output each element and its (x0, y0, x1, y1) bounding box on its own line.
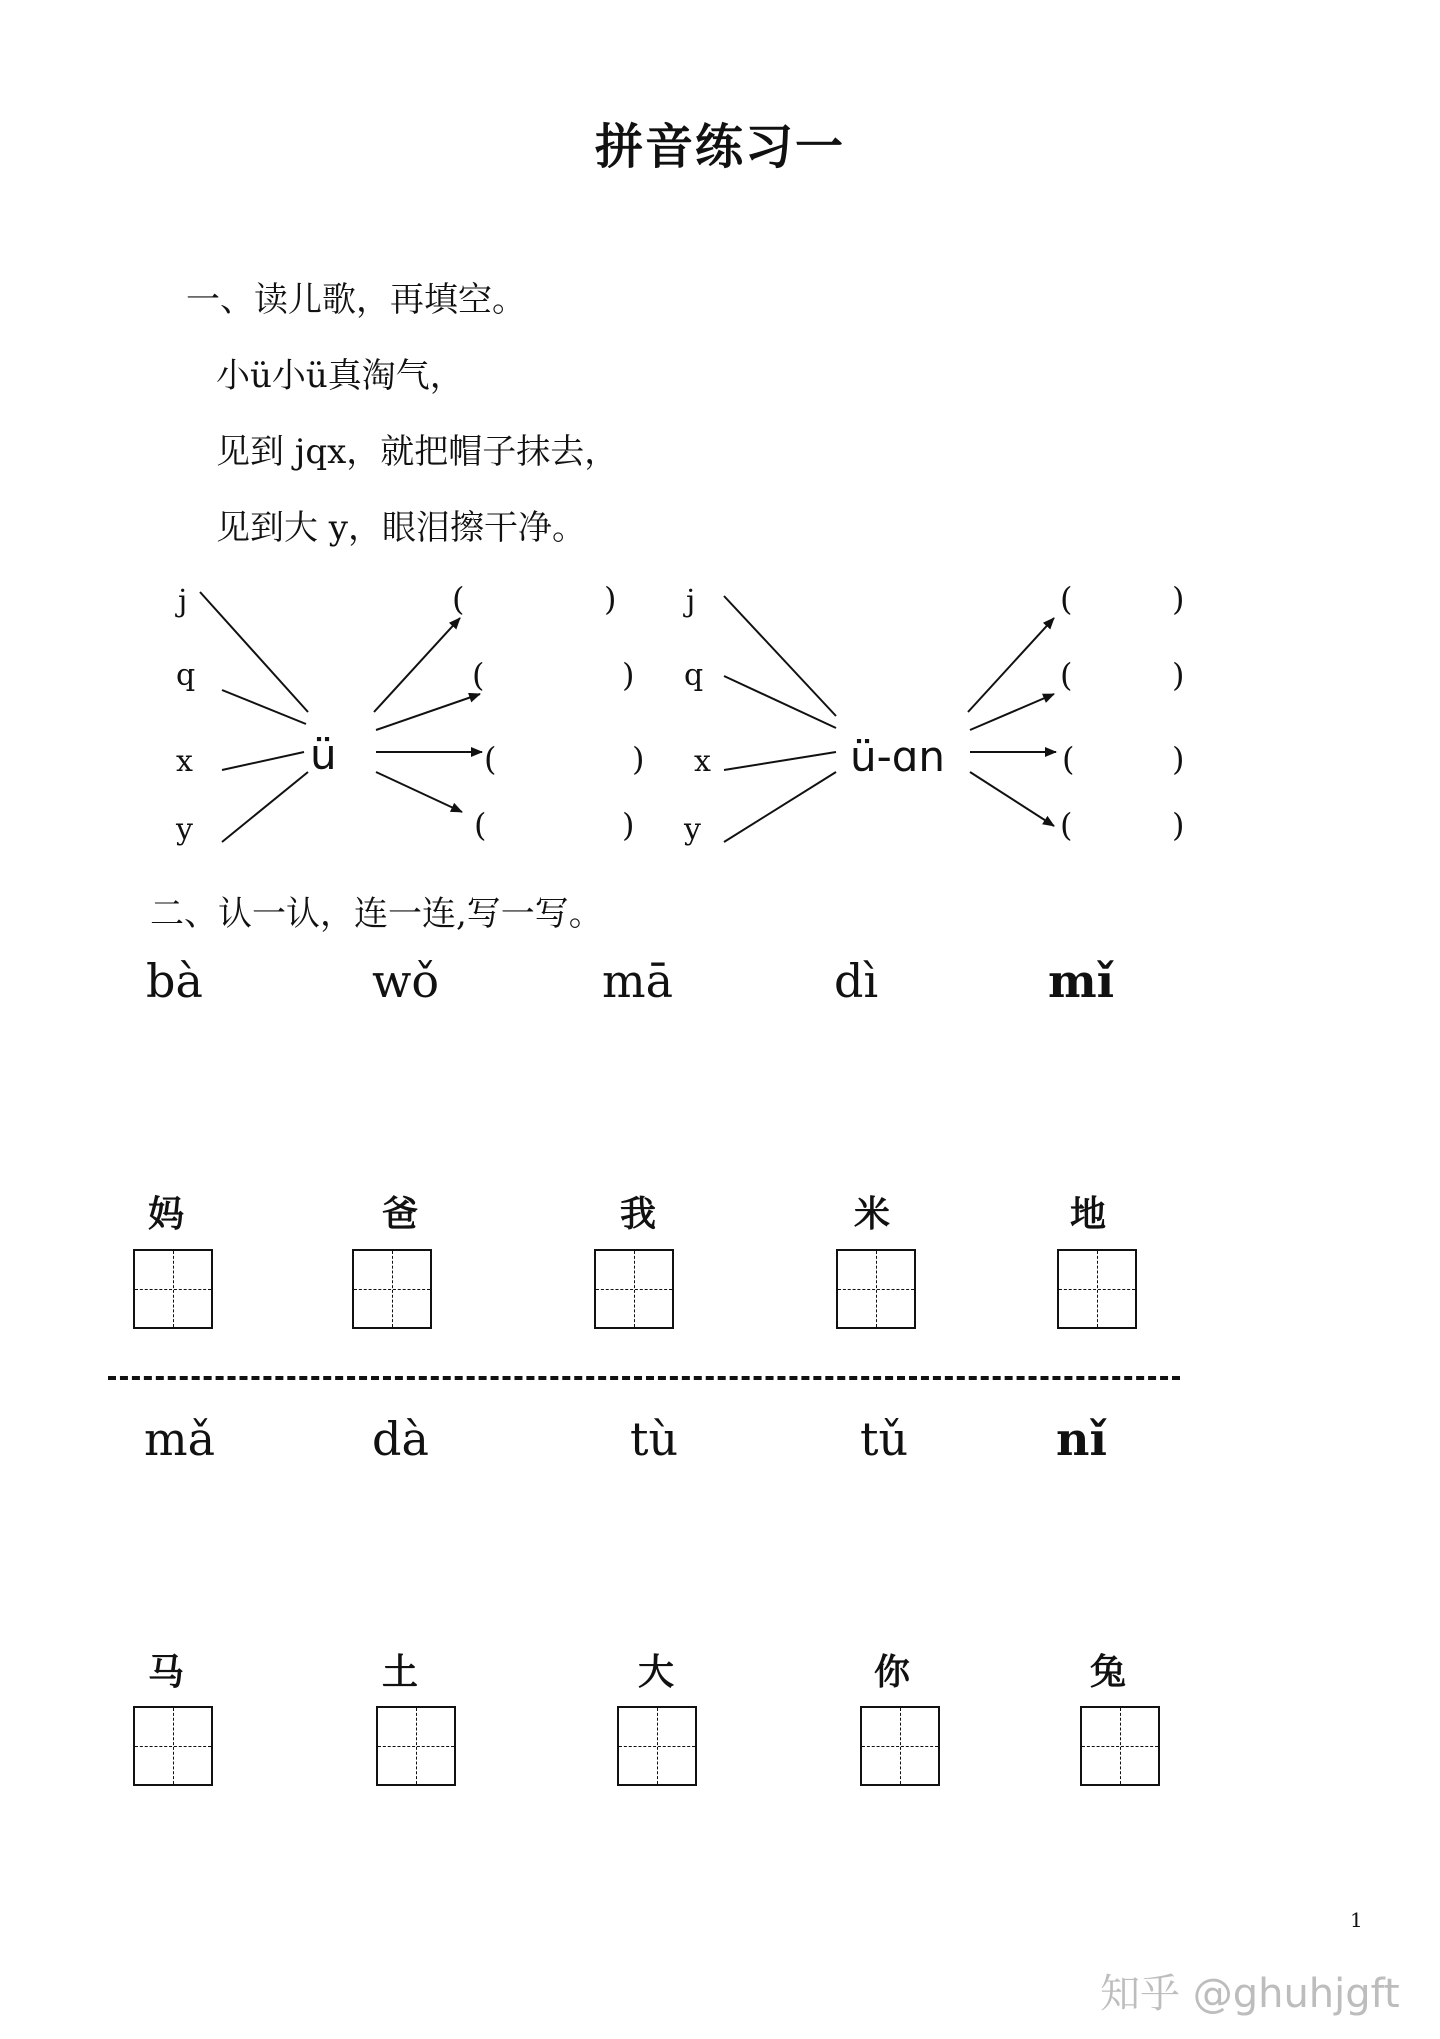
char-ma-horse: 马 (147, 1652, 184, 1693)
center-uan: ü-ɑn (850, 732, 946, 781)
initial-q: q (176, 658, 196, 693)
paren-open: ( (1060, 580, 1073, 618)
writing-box[interactable] (376, 1706, 456, 1786)
center-u: ü (310, 730, 337, 779)
dashed-divider (108, 1376, 1180, 1380)
char-di: 地 (1069, 1194, 1106, 1235)
paren-close: ) (1172, 806, 1185, 844)
initial-y: y (684, 812, 701, 847)
arrow-6 (970, 694, 1054, 730)
char-tu-earth: 土 (381, 1652, 418, 1693)
initial-q: q (684, 658, 704, 693)
line-y-uan (724, 772, 836, 842)
initial-j: j (686, 584, 696, 619)
poem-line-2: 见到 jqx，就把帽子抹去， (216, 432, 619, 472)
paren-close: ) (632, 740, 645, 778)
arrow-5 (968, 618, 1054, 712)
writing-box[interactable] (133, 1706, 213, 1786)
writing-box[interactable] (836, 1249, 916, 1329)
line-j-u (200, 592, 308, 712)
paren-open: ( (1060, 806, 1073, 844)
writing-box[interactable] (1080, 1706, 1160, 1786)
char-da: 大 (637, 1652, 674, 1693)
pinyin-ma3: mǎ (144, 1412, 216, 1466)
writing-box[interactable] (860, 1706, 940, 1786)
arrow-8 (970, 772, 1054, 826)
section-2-heading: 二、认一认，连一连,写一写。 (150, 894, 603, 934)
paren-open: ( (472, 656, 485, 694)
line-x-u (222, 752, 304, 770)
pinyin-wo: wǒ (372, 954, 440, 1008)
pinyin-ni: nǐ (1056, 1412, 1107, 1466)
page-title: 拼音练习一 (594, 119, 845, 175)
paren-open: ( (1060, 656, 1073, 694)
pinyin-di: dì (834, 954, 879, 1008)
poem-line-1: 小ü小ü真淘气， (216, 356, 464, 396)
char-ba: 爸 (381, 1194, 418, 1235)
paren-close: ) (622, 656, 635, 694)
paren-open: ( (452, 580, 465, 618)
paren-open: ( (1062, 740, 1075, 778)
paren-open: ( (474, 806, 487, 844)
paren-close: ) (1172, 740, 1185, 778)
char-tu-rabbit: 兔 (1089, 1652, 1126, 1693)
pinyin-da: dà (372, 1412, 429, 1466)
paren-close: ) (1172, 580, 1185, 618)
watermark: 知乎 @ghuhjgft (1100, 1971, 1400, 2017)
line-x-uan (724, 752, 836, 770)
paren-close: ) (1172, 656, 1185, 694)
initial-x: x (176, 744, 193, 779)
page-number: 1 (1350, 1908, 1363, 1932)
writing-box[interactable] (133, 1249, 213, 1329)
char-ni: 你 (873, 1652, 910, 1693)
line-j-uan (724, 596, 836, 716)
paren-close: ) (604, 580, 617, 618)
arrow-1 (374, 618, 460, 712)
arrow-4 (376, 772, 462, 812)
initial-y: y (176, 812, 193, 847)
pinyin-ma1: mā (602, 954, 674, 1008)
pinyin-tu3: tǔ (860, 1412, 909, 1466)
line-q-uan (724, 676, 836, 728)
pinyin-tu4: tù (630, 1412, 679, 1466)
poem-line-3: 见到大 y，眼泪擦干净。 (216, 508, 587, 548)
paren-close: ) (622, 806, 635, 844)
initial-j: j (178, 584, 188, 619)
connector-lines (0, 0, 1440, 900)
char-ma-mother: 妈 (147, 1194, 184, 1235)
section-1-heading: 一、读儿歌，再填空。 (186, 280, 526, 320)
paren-open: ( (484, 740, 497, 778)
pinyin-mi: mǐ (1048, 954, 1115, 1008)
writing-box[interactable] (352, 1249, 432, 1329)
initial-x: x (694, 744, 711, 779)
char-wo: 我 (619, 1194, 656, 1235)
writing-box[interactable] (1057, 1249, 1137, 1329)
char-mi: 米 (853, 1194, 890, 1235)
pinyin-ba: bà (146, 954, 203, 1008)
writing-box[interactable] (617, 1706, 697, 1786)
arrow-2 (376, 694, 480, 730)
line-y-u (222, 772, 308, 842)
writing-box[interactable] (594, 1249, 674, 1329)
